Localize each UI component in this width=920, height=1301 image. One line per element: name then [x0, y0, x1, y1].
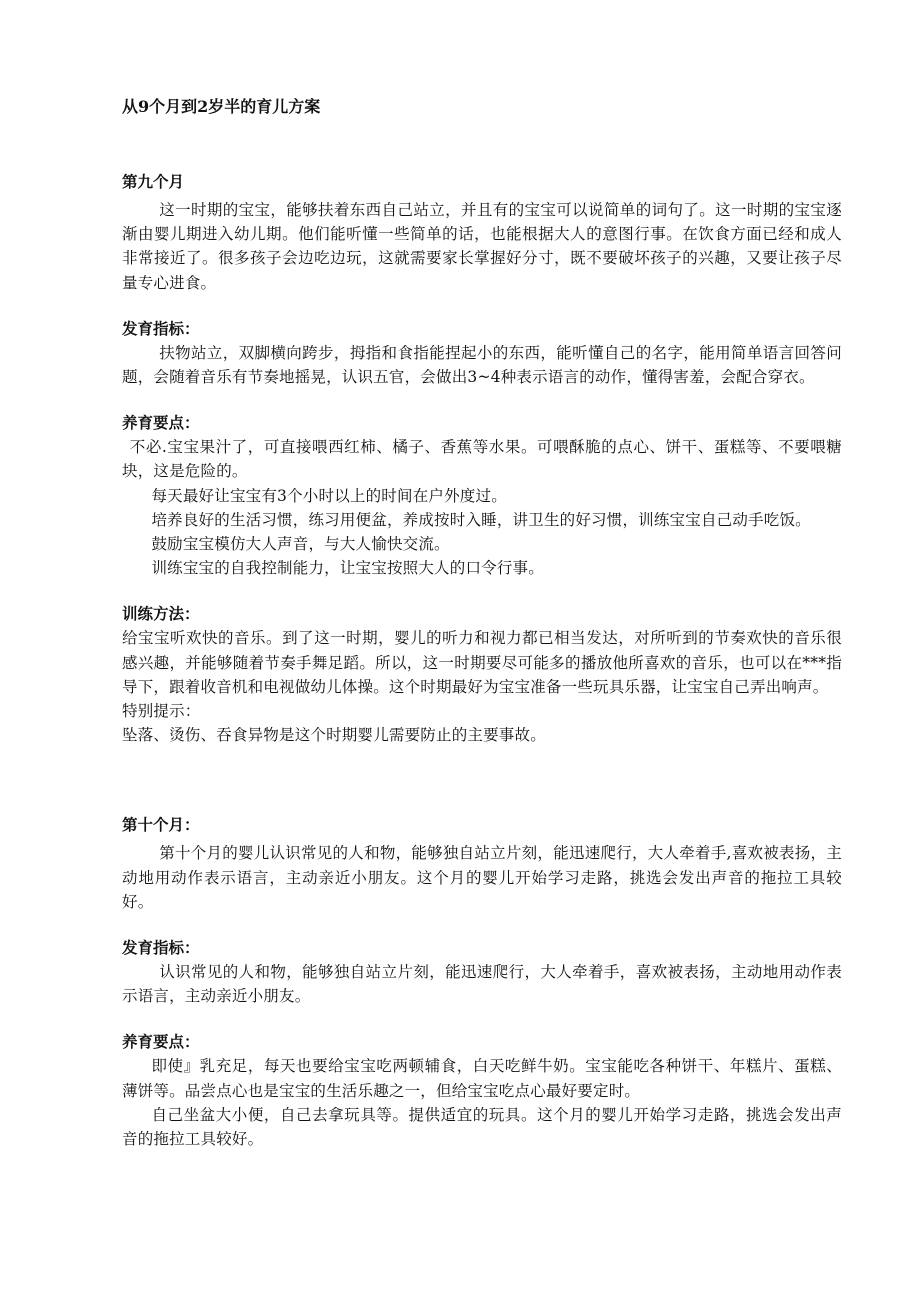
month-10-dev-heading: 发育指标： [122, 938, 200, 958]
month-9-care-item: 不必.宝宝果汁了，可直接喂西红柿、橘子、香蕉等水果。可喂酥脆的点心、饼干、蛋糕等、不要喂糖块，这是危险的。 [122, 438, 842, 481]
month-9-heading: 第九个月 [122, 172, 185, 191]
month-10-dev-text: 认识常见的人和物，能够独自站立片刻，能迅速爬行，大人牵着手，喜欢被表扬，主动地用动作表示语言，主动亲近小朋友。 [122, 963, 842, 1006]
month-10-heading: 第十个月： [122, 815, 200, 835]
section-month-10 [122, 813, 842, 1151]
month-9-train-heading: 训练方法： [122, 604, 200, 624]
month-10-care-item: 自己坐盆大小便，自己去拿玩具等。提供适宜的玩具。这个月的婴儿开始学习走路，挑选会发出声音的拖拉工具较好。 [122, 1105, 842, 1149]
month-9-care-heading: 养育要点： [122, 413, 200, 433]
month-9-tip-text: 坠落、烫伤、吞食异物是这个时期婴儿需要防止的主要事故。 [122, 726, 546, 745]
document-page [122, 96, 842, 1151]
month-10-care-item: 即使』乳充足，每天也要给宝宝吃两顿辅食，白天吃鲜牛奶。宝宝能吃各种饼干、年糕片、蛋糕、薄饼等。品尝点心也是宝宝的生活乐趣之一，但给宝宝吃点心最好要定时。 [122, 1057, 842, 1100]
section-month-9 [122, 170, 842, 747]
month-9-train-text: 给宝宝听欢快的音乐。到了这一时期，婴儿的听力和视力都已相当发达，对所听到的节奏欢快的音乐很感兴趣，并能够随着节奏手舞足蹈。所以，这一时期要尽可能多的播放他所喜欢的音乐，也可以在***指导下，跟着收音机和电视做幼儿体操。这个时期最好为宝宝准备一些玩具乐器，让宝宝自己弄出响声。 [122, 629, 842, 696]
month-9-intro: 这一时期的宝宝，能够扶着东西自己站立，并且有的宝宝可以说简单的词句了。这一时期的宝宝逐渐由婴儿期进入幼儿期。他们能听懂一些简单的话，也能根据大人的意图行事。在饮食方面已经和成人非常接近了。很多孩子会边吃边玩，这就需要家长掌握好分寸，既不要破坏孩子的兴趣，又要让孩子尽量专心进食。 [122, 201, 842, 292]
month-9-dev-text: 扶物站立，双脚横向跨步，拇指和食指能捏起小的东西，能听懂自己的名字，能用简单语言回答问题，会随着音乐有节奏地摇晃，认识五官，会做出3~4种表示语言的动作，懂得害羞，会配合穿衣。 [122, 343, 842, 387]
document-title: 从9个月到2岁半的育儿方案 [122, 97, 321, 116]
month-9-tip-label: 特别提示： [122, 702, 201, 721]
month-9-care-item: 培养良好的生活习惯，练习用便盆，养成按时入睡，讲卫生的好习惯，训练宝宝自己动手吃饭。 [151, 510, 811, 529]
month-9-care-item: 每天最好让宝宝有3个小时以上的时间在户外度过。 [151, 486, 507, 505]
month-10-intro: 第十个月的婴儿认识常见的人和物，能够独自站立片刻，能迅速爬行，大人牵着手,喜欢被表扬，主动地用动作表示语言，主动亲近小朋友。这个月的婴儿开始学习走路，挑选会发出声音的拖拉工具较好。 [122, 844, 842, 911]
month-9-dev-heading: 发育指标： [122, 318, 200, 338]
month-10-care-heading: 养育要点： [122, 1032, 200, 1052]
month-9-care-item: 训练宝宝的自我控制能力，让宝宝按照大人的口令行事。 [151, 559, 544, 578]
month-9-care-item: 鼓励宝宝模仿大人声音，与大人愉快交流。 [151, 535, 450, 554]
